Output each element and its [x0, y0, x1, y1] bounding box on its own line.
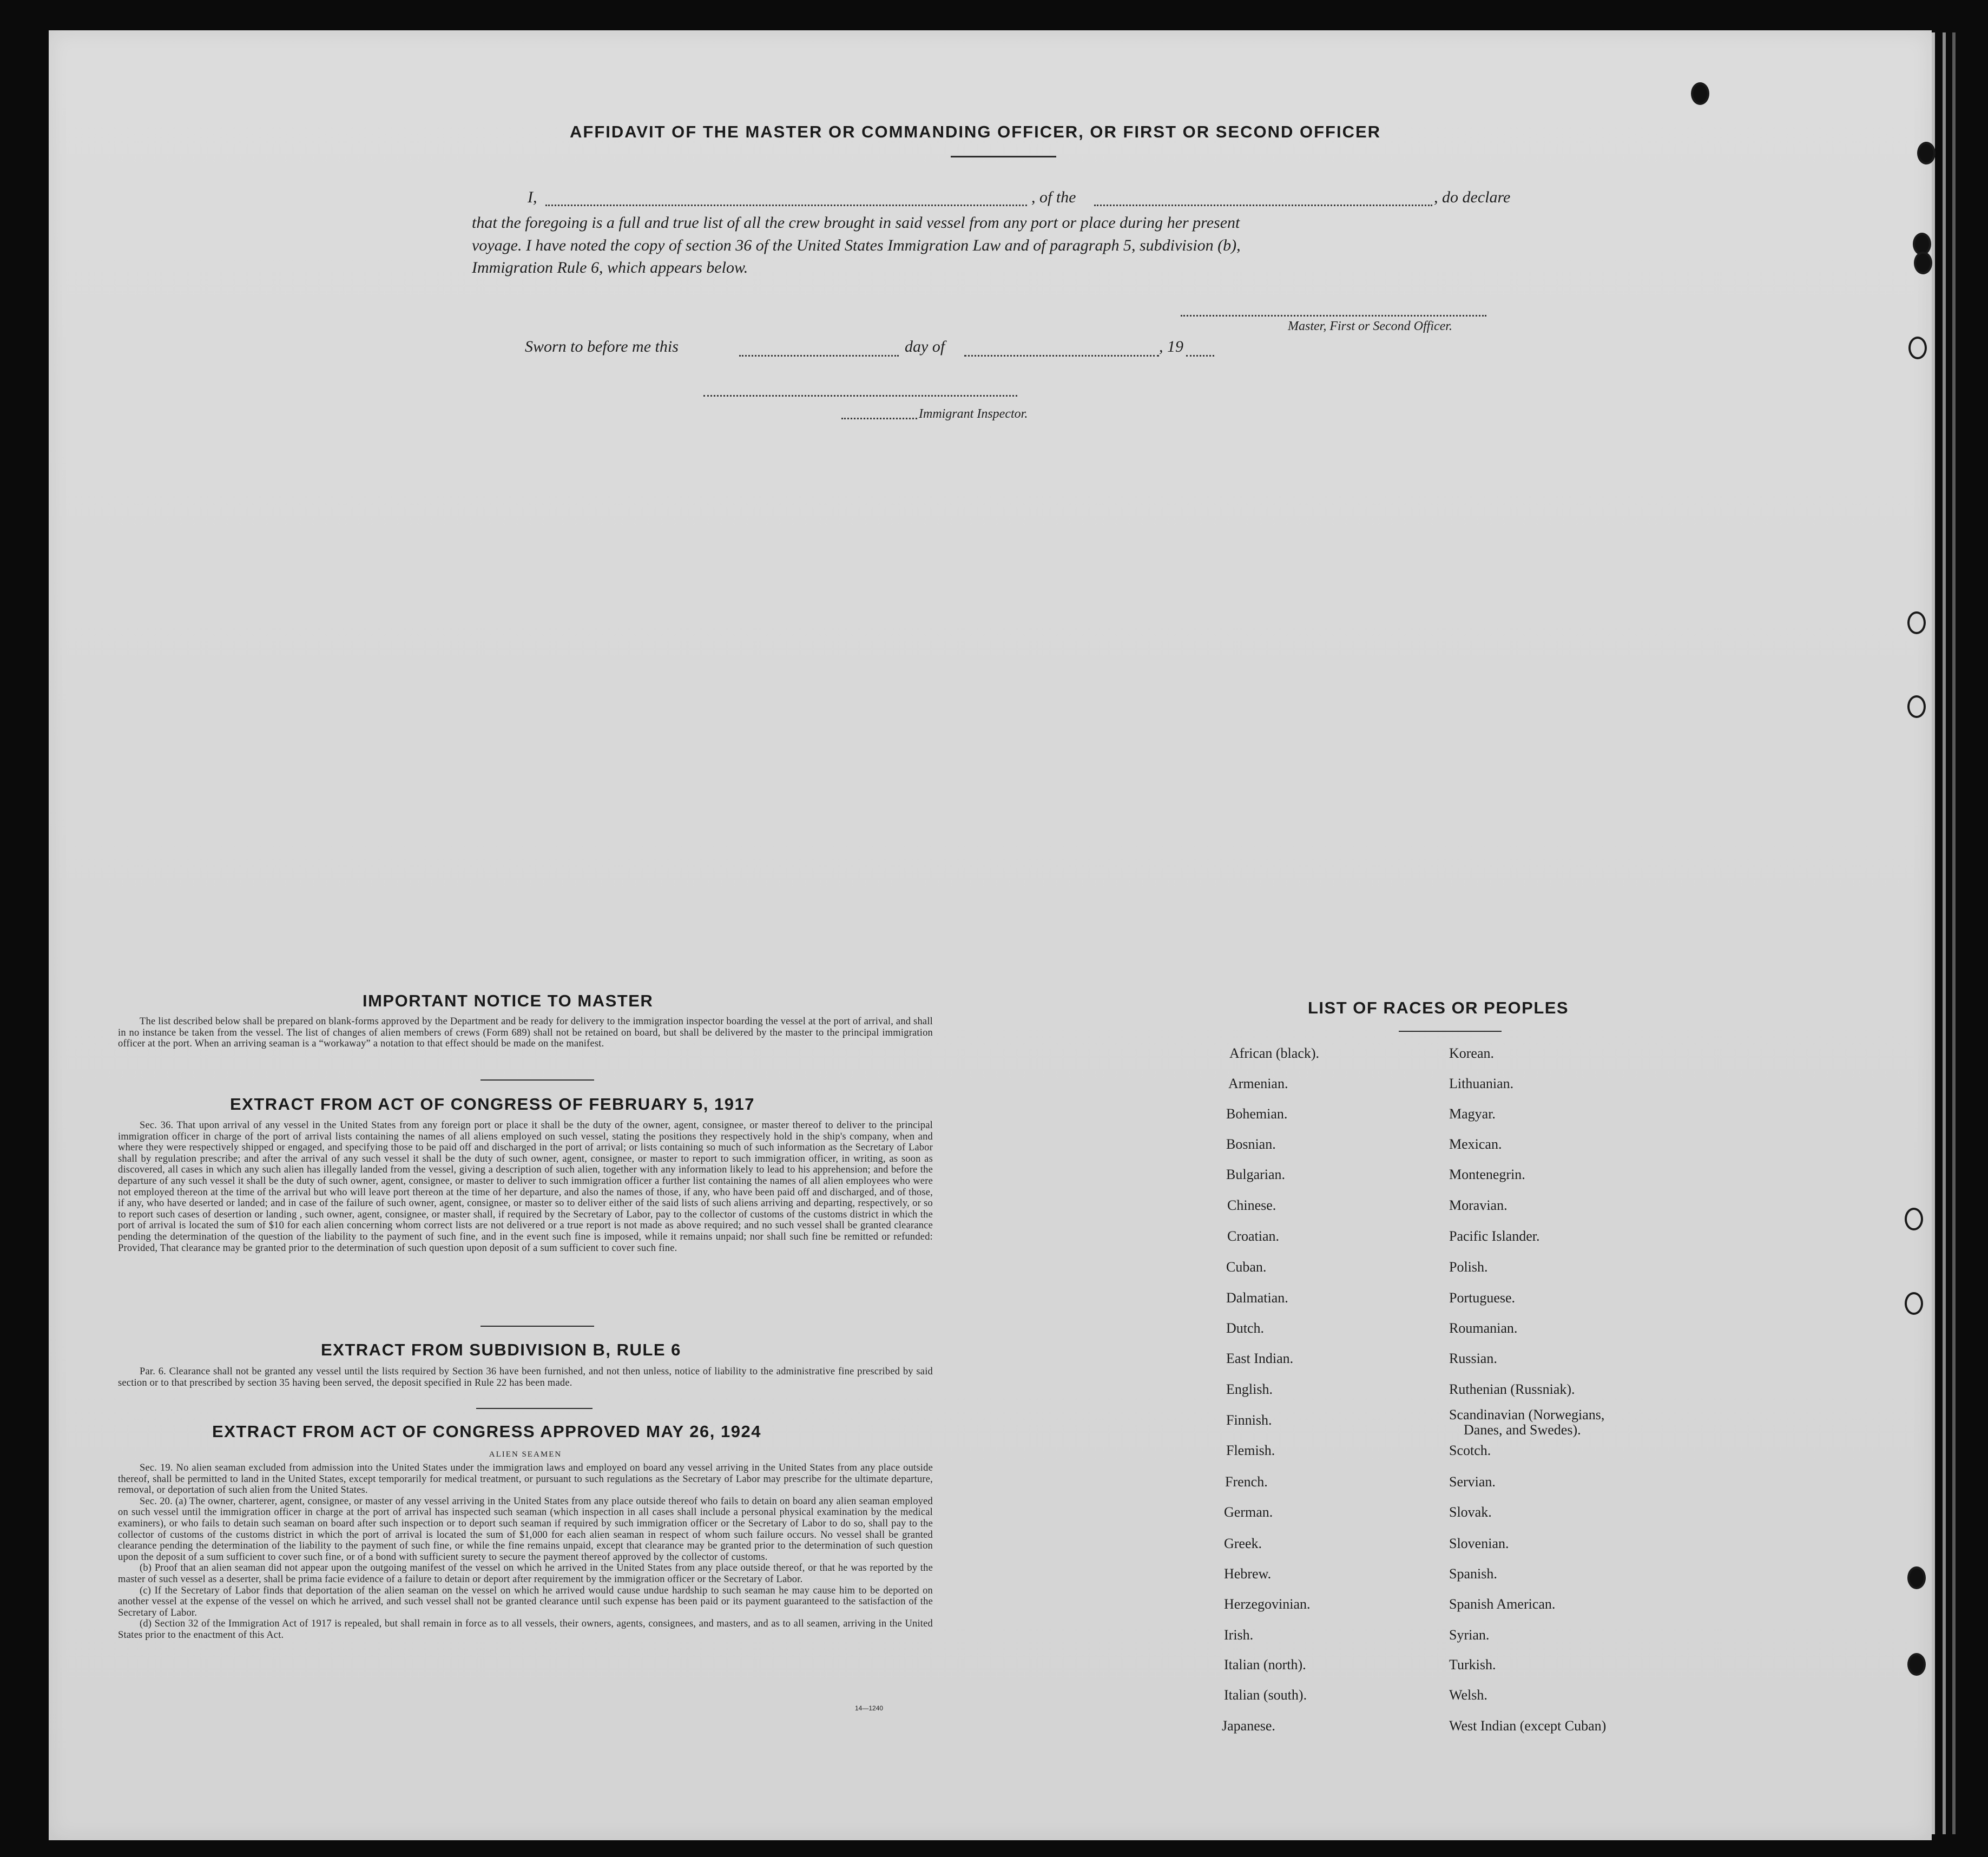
inspector-dots — [841, 418, 917, 419]
race-item: Pacific Islander. — [1449, 1228, 1540, 1244]
race-item: Irish. — [1224, 1627, 1254, 1643]
race-item: German. — [1224, 1504, 1273, 1520]
races-rule — [1399, 1031, 1502, 1032]
race-item: French. — [1225, 1474, 1268, 1490]
extract-1917-title: EXTRACT FROM ACT OF CONGRESS OF FEBRUARY 5, 1917 — [230, 1095, 755, 1114]
notice-title: IMPORTANT NOTICE TO MASTER — [363, 991, 654, 1010]
race-item: Japanese. — [1222, 1718, 1275, 1734]
race-item: Korean. — [1449, 1045, 1495, 1061]
vessel-name-line[interactable] — [1094, 205, 1432, 206]
sec20d-text: (d) Section 32 of the Immigration Act of 1917 is repealed, but shall remain in force as to all vessels, their owners, agents, consignees, and masters, and as to all seamen, arriving in the United States prior to the enactment of this Act. — [118, 1618, 933, 1641]
section-rule — [480, 1326, 594, 1327]
race-item: East Indian. — [1226, 1351, 1294, 1366]
title-rule — [951, 156, 1056, 157]
extract-1924-body — [118, 1463, 933, 1641]
binder-hole — [1907, 1566, 1926, 1589]
race-item: Bulgarian. — [1226, 1167, 1286, 1182]
signature-label: Master, First or Second Officer. — [1288, 319, 1452, 333]
race-item: Lithuanian. — [1449, 1076, 1514, 1091]
race-item: African (black). — [1229, 1045, 1320, 1061]
sworn-day-of: day of — [905, 338, 945, 355]
sec19-text: Sec. 19. No alien seaman excluded from admission into the United States under the immigration laws and employed on board any vessel arriving in the United States from any place outside thereof, shall be permitted to land in the United States, except temporarily for medical treatment, or pursuant to such regulations as the Secretary of Labor may prescribe for the ultimate departure, removal, or deportation of such alien from the United States. — [118, 1463, 933, 1496]
race-item: Ruthenian (Russniak). — [1449, 1381, 1575, 1397]
affidavit-lead: I, — [528, 188, 537, 206]
race-item: Spanish American. — [1449, 1596, 1556, 1612]
race-item: English. — [1226, 1381, 1273, 1397]
race-item: Slovak. — [1449, 1504, 1492, 1520]
affidavit-of-the: , of the — [1031, 188, 1076, 206]
affidavit-line: voyage. I have noted the copy of section 36 of the United States Immigration Law and of paragraph 5, subdivision (b), — [472, 236, 1241, 254]
binder-hole — [1905, 1292, 1923, 1315]
race-item: Servian. — [1449, 1474, 1496, 1490]
par6-text: Par. 6. Clearance shall not be granted any vessel until the lists required by Section 36 have been furnished, and not then unless, notice of liability to the administrative fine prescribed by said section or to that prescribed by section 35 having been served, the deposit specified in Rule 22 has been made. — [118, 1366, 933, 1388]
binder-hole — [1907, 1653, 1926, 1676]
race-item: Dutch. — [1226, 1320, 1265, 1336]
page-edge — [1943, 32, 1946, 1834]
race-item: Portuguese. — [1449, 1290, 1516, 1306]
race-item: Scandinavian (Norwegians, — [1449, 1407, 1605, 1423]
form-number: 14—1240 — [855, 1704, 884, 1712]
race-item: Bosnian. — [1226, 1136, 1276, 1152]
race-item: Russian. — [1449, 1351, 1497, 1366]
binder-hole — [1691, 82, 1709, 105]
notice-text: The list described below shall be prepared on blank-forms approved by the Department and be ready for delivery to the immigration inspector boarding the vessel at the port of arrival, and shall in no instance be taken from the vessel. The list of changes of alien members of crews (Form 689) shall not be retained on board, but shall be delivered by the master to the principal immigration officer at the port. When an arriving seaman is a “workaway” a notation to that effect should be made on the manifest. — [118, 1016, 933, 1050]
race-item: Italian (south). — [1224, 1687, 1307, 1703]
race-item: Slovenian. — [1449, 1536, 1509, 1551]
sworn-text: Sworn to before me this — [525, 338, 679, 355]
race-item: Magyar. — [1449, 1106, 1496, 1122]
sec20b-text: (b) Proof that an alien seaman did not appear upon the outgoing manifest of the vessel on which he arrived in the United States from any place outside thereof, or that he was reported by the master of such vessel as a deserter, shall be prima facie evidence of a failure to detain or deport after requirement by the immigration officer or the Secretary of Labor. — [118, 1563, 933, 1585]
sec20c-text: (c) If the Secretary of Labor finds that deportation of the alien seaman on the vessel on which he arrived would cause undue hardship to such seaman he may cause him to be deported on another vessel at the expense of the vessel on which he arrived, and such vessel shall not be granted clearance until such expense has been paid or its payment guaranteed to the satisfaction of the Secretary of Labor. — [118, 1585, 933, 1618]
binder-hole — [1907, 695, 1926, 718]
race-item: Greek. — [1224, 1536, 1262, 1551]
race-item: Finnish. — [1226, 1412, 1272, 1428]
race-item: Croatian. — [1227, 1228, 1280, 1244]
affidavit-line: Immigration Rule 6, which appears below. — [472, 259, 748, 276]
race-item: Chinese. — [1227, 1197, 1276, 1213]
rule6-body — [118, 1366, 933, 1388]
page-edge — [1932, 32, 1935, 1834]
race-item: Flemish. — [1226, 1443, 1275, 1458]
race-item: Armenian. — [1228, 1076, 1288, 1091]
race-item: Turkish. — [1449, 1657, 1496, 1672]
race-item: Bohemian. — [1226, 1106, 1288, 1122]
section-rule — [480, 1079, 594, 1081]
sec20a-text: Sec. 20. (a) The owner, charterer, agent, consignee, or master of any vessel arriving in the United States from any place outside thereof who fails to detain on board any alien seaman employed on such vessel until the immigration officer in charge at the port of arrival has inspected such seaman (which inspection in all cases shall include a personal physical examination by the medical examiners), or who fails to detain such seaman on board after such inspection or to deport such seaman if required by such immigration officer or the Secretary of Labor to do so, shall pay to the collector of customs of the customs district in which the port of arrival is located the sum of $1,000 for each alien seaman in respect of whom such failure occurs. No vessel shall be granted clearance pending the determination of the liability to the payment of such fine, or while the fine remains unpaid, except that clearance may be granted prior to the determination of such question upon the deposit of a sum sufficient to cover such fine, or of a bond with sufficient surety to secure the payment thereof approved by the collector of customs. — [118, 1496, 933, 1563]
affidavit-line: that the foregoing is a full and true list of all the crew brought in said vessel from any port or place during her present — [472, 214, 1240, 232]
race-item: Mexican. — [1449, 1136, 1502, 1152]
rule6-title: EXTRACT FROM SUBDIVISION B, RULE 6 — [321, 1340, 681, 1359]
sworn-year-line[interactable] — [1186, 355, 1214, 357]
race-item: Polish. — [1449, 1259, 1488, 1275]
sec36-text: Sec. 36. That upon arrival of any vessel in the United States from any foreign port or place it shall be the duty of the owner, agent, consignee, or master thereof to deliver to the principal immigration officer in charge of the port of arrival lists containing the names of all aliens employed on such vessel, stating the positions they respectively hold in the ship's company, when and where they were respectively shipped or engaged, and specifying those to be paid off and discharged in the port of arrival; or lists containing so much of such information as the Secretary of Labor shall by regulation prescribe; and after the arrival of any such vessel it shall be the duty of such owner, agent, consignee, or master to report to such immigration officer, in writing, as soon as discovered, all cases in which any such alien has illegally landed from the vessel, giving a description of such alien, together with any information likely to lead to his apprehension; and before the departure of any such vessel it shall be the duty of such owner, agent, consignee, or master to deliver to such immigration officer a further list containing the names of all alien employees who were not employed thereon at the time of the arrival but who will leave port thereon at the time of her departure, and also the names of those, if any, who have been paid off and discharged, and of those, if any, who have deserted or landed; and in case of the failure of such owner, agent, consignee, or master so to deliver either of the said lists of such aliens arriving and departing, respectively, or so to report such cases of desertion or landing , such owner, agent, consignee, or master shall, if required by the Secretary of Labor, pay to the collector of customs of the customs district in which the port of arrival is located the sum of $10 for each alien concerning whom correct lists are not delivered or a true report is not made as above required; and no such vessel shall be granted clearance pending the determination of the question of the liability to the payment of such fine, and in the event such fine is imposed, while it remains unpaid; nor shall such fine be remitted or refunded: Provided, That clearance may be granted prior to the determination of such question upon deposit of a sum sufficient to cover such fine. — [118, 1120, 933, 1254]
race-continuation: Danes, and Swedes). — [1464, 1422, 1581, 1438]
affidavit-declare: , do declare — [1434, 188, 1511, 206]
alien-seamen-heading: ALIEN SEAMEN — [489, 1450, 562, 1459]
race-item: Moravian. — [1449, 1197, 1508, 1213]
extract-1917-body — [118, 1120, 933, 1254]
page-edge — [1952, 32, 1956, 1834]
sworn-year: , 19 — [1159, 338, 1183, 355]
sworn-day-line[interactable] — [739, 355, 899, 357]
race-item: Scotch. — [1449, 1443, 1491, 1458]
notice-body — [118, 1016, 933, 1050]
binder-hole — [1914, 252, 1932, 274]
race-item: Welsh. — [1449, 1687, 1487, 1703]
race-item: Spanish. — [1449, 1566, 1497, 1582]
binder-hole — [1917, 142, 1936, 164]
race-item: Herzegovinian. — [1224, 1596, 1311, 1612]
race-item: Hebrew. — [1224, 1566, 1272, 1582]
race-item: Cuban. — [1226, 1259, 1267, 1275]
affidavit-title: AFFIDAVIT OF THE MASTER OR COMMANDING OFFICER, OR FIRST OR SECOND OFFICER — [570, 122, 1381, 141]
section-rule — [476, 1408, 593, 1409]
binder-hole — [1907, 611, 1926, 634]
binder-hole — [1908, 337, 1927, 359]
inspector-label: Immigrant Inspector. — [919, 407, 1028, 421]
master-name-line[interactable] — [545, 205, 1027, 206]
race-item: Montenegrin. — [1449, 1167, 1525, 1182]
race-item: Italian (north). — [1224, 1657, 1306, 1672]
race-item: West Indian (except Cuban) — [1449, 1718, 1607, 1734]
races-title: LIST OF RACES OR PEOPLES — [1308, 998, 1569, 1017]
signature-line[interactable] — [1181, 315, 1486, 317]
race-item: Dalmatian. — [1226, 1290, 1288, 1306]
binder-hole — [1905, 1208, 1923, 1230]
inspector-signature-line[interactable] — [703, 395, 1017, 397]
race-item: Syrian. — [1449, 1627, 1490, 1643]
race-item: Roumanian. — [1449, 1320, 1518, 1336]
extract-1924-title: EXTRACT FROM ACT OF CONGRESS APPROVED MAY 26, 1924 — [212, 1422, 761, 1441]
sworn-month-line[interactable] — [964, 355, 1159, 357]
